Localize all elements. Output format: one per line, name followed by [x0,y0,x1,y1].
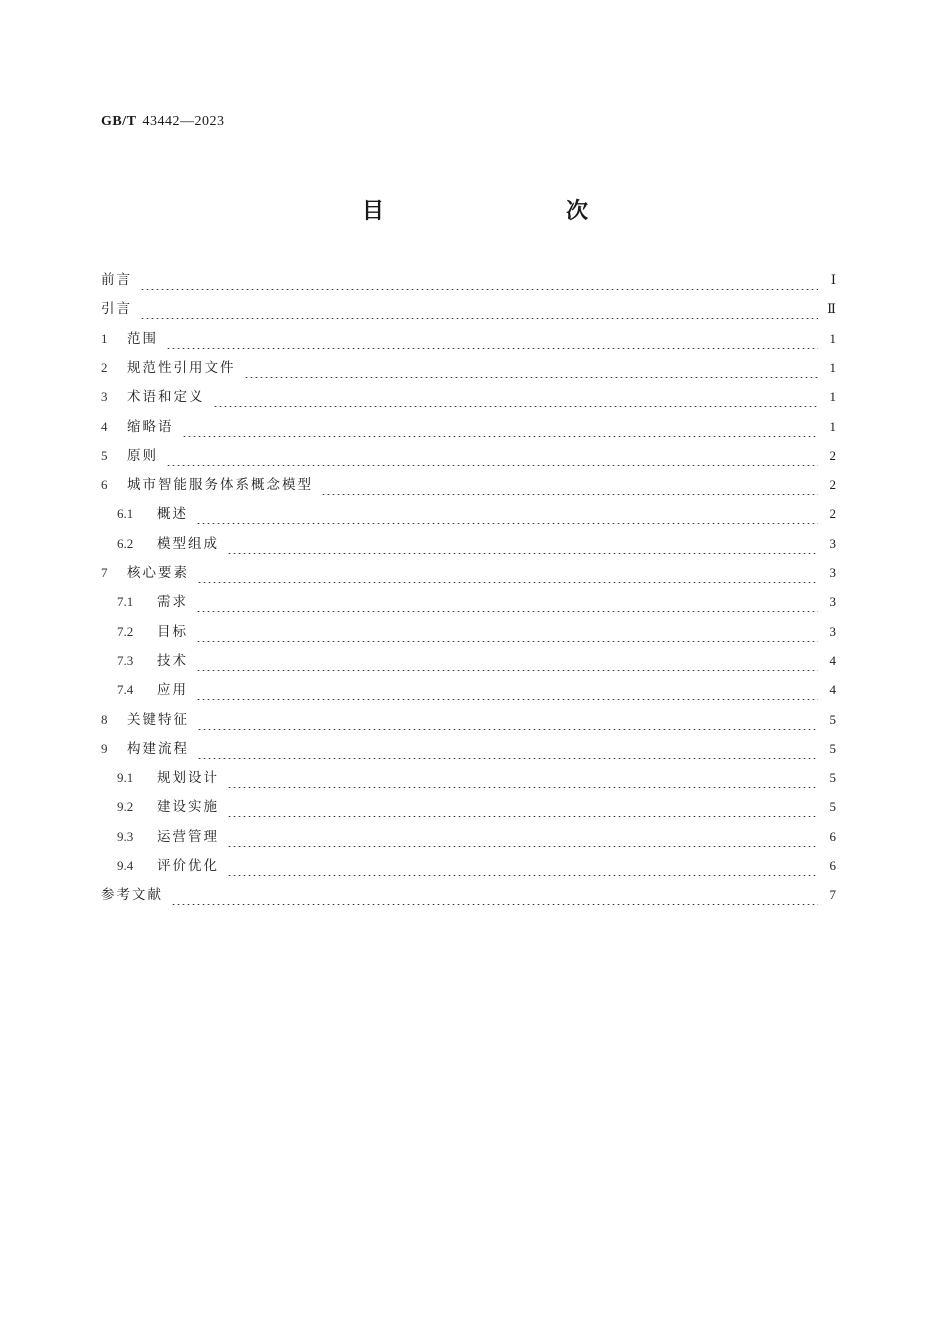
standard-prefix: GB/T [101,114,137,129]
toc-entry-page: 1 [829,330,836,346]
dot-leader [227,768,818,788]
toc-entry-label: 关键特征 [127,711,189,728]
toc-entry-number: 6 [101,477,108,493]
toc-entry-number: 7.3 [117,652,134,668]
dot-leader [166,329,818,349]
toc-entry-number: 7.1 [117,594,134,610]
toc-entry-number: 8 [101,711,108,727]
dot-leader [244,358,819,378]
toc-entry[interactable] [101,329,836,349]
toc-entry-number: 5 [101,447,108,463]
toc-entry[interactable] [117,827,836,847]
toc-entry-number: 7.4 [117,682,134,698]
dot-leader [227,856,818,876]
dot-leader [196,680,818,700]
toc-entry-number: 4 [101,418,108,434]
toc-entry-number: 6.1 [117,506,134,522]
toc-entry-page: 6 [829,828,836,844]
toc-entry-page: 3 [829,623,836,639]
toc-entry[interactable] [101,299,836,319]
standard-number: 43442—2023 [142,114,225,129]
toc-entry-page: 2 [829,477,836,493]
toc-entry-page: 1 [829,389,836,405]
toc-entry-number: 6.2 [117,535,134,551]
toc-entry-page: 5 [829,799,836,815]
toc-entry-page: 2 [829,447,836,463]
dot-leader [196,651,818,671]
toc-entry-label: 术语和定义 [127,389,205,406]
toc-entry-page: 3 [829,594,836,610]
toc-entry-label: 参考文献 [101,887,163,904]
toc-entry[interactable] [101,739,836,759]
toc-entry-label: 核心要素 [127,565,189,581]
toc-entry-label: 前言 [101,272,132,288]
toc-entry-label: 目标 [157,623,188,640]
toc-entry-page: 7 [829,887,836,903]
dot-leader [213,387,819,407]
toc-entry-label: 城市智能服务体系概念模型 [127,477,313,494]
toc-entry[interactable] [101,387,836,407]
dot-leader [196,622,818,642]
dot-leader [197,563,818,583]
toc-entry[interactable] [101,563,836,583]
toc-entry-page: 2 [829,506,836,522]
toc-entry[interactable] [101,446,836,466]
dot-leader [171,885,818,905]
toc-entry-number: 3 [101,389,108,405]
toc-entry-number: 9.4 [117,858,134,873]
toc-entry-label: 原则 [127,447,158,464]
toc-entry-label: 评价优化 [157,858,219,874]
toc-entry-page: Ⅱ [827,301,836,317]
toc-entry-page: 5 [829,711,836,727]
dot-leader [227,797,818,817]
toc-entry-number: 9.2 [117,799,134,815]
toc-entry-page: 3 [829,565,836,580]
toc-entry-label: 引言 [101,301,132,318]
dot-leader [196,504,818,524]
page-title: 目 次 [361,199,634,224]
toc-entry-number: 9.3 [117,828,134,844]
toc-entry-label: 缩略语 [127,418,174,435]
toc-entry[interactable] [117,504,836,524]
toc-entry-page: 4 [829,682,836,698]
toc-entry-number: 1 [101,330,108,346]
toc-entry-page: 1 [829,418,836,434]
standard-code [101,114,224,130]
toc-entry-number: 7.2 [117,623,134,639]
dot-leader [140,299,818,319]
toc-entry-label: 构建流程 [127,740,189,757]
toc-entry[interactable] [117,768,836,788]
toc-entry-label: 运营管理 [157,828,219,845]
toc-entry-label: 模型组成 [157,535,219,552]
dot-leader [182,417,819,437]
toc-entry-number: 9.1 [117,770,134,786]
toc-entry[interactable] [117,651,836,671]
dot-leader [197,710,818,730]
toc-entry-label: 建设实施 [157,799,219,816]
toc-entry[interactable] [101,270,836,290]
toc-entry[interactable] [101,475,836,495]
toc-entry-page: 1 [829,359,836,375]
toc-entry[interactable] [117,680,836,700]
toc-entry-number: 9 [101,740,108,756]
toc-entry[interactable] [101,417,836,437]
toc-entry-label: 范围 [127,330,158,347]
toc-entry[interactable] [117,592,836,612]
toc-entry-page: 4 [829,652,836,668]
dot-leader [227,827,818,847]
toc-entry-number: 2 [101,359,108,375]
toc-entry[interactable] [101,710,836,730]
dot-leader [196,592,818,612]
dot-leader [140,270,818,290]
toc-entry-page: 3 [829,535,836,551]
toc-entry[interactable] [117,797,836,817]
dot-leader [321,475,818,495]
toc-entry-page: 5 [829,740,836,756]
toc-entry-page: Ⅰ [830,272,836,287]
toc-entry[interactable] [117,534,836,554]
toc-entry-label: 需求 [157,594,188,611]
toc-entry-label: 规划设计 [157,770,219,787]
dot-leader [166,446,818,466]
toc-entry[interactable] [117,856,836,876]
toc-entry[interactable] [101,358,836,378]
dot-leader [197,739,818,759]
toc-entry-label: 应用 [157,682,188,699]
toc-entry-page: 5 [829,770,836,786]
toc-entry-label: 概述 [157,506,188,523]
toc-entry-page: 6 [829,858,836,873]
toc-entry[interactable] [101,885,836,905]
toc-entry-number: 7 [101,565,108,580]
toc-entry[interactable] [117,622,836,642]
toc-entry-label: 技术 [157,652,188,669]
toc-entry-label: 规范性引用文件 [127,359,236,376]
dot-leader [227,534,818,554]
